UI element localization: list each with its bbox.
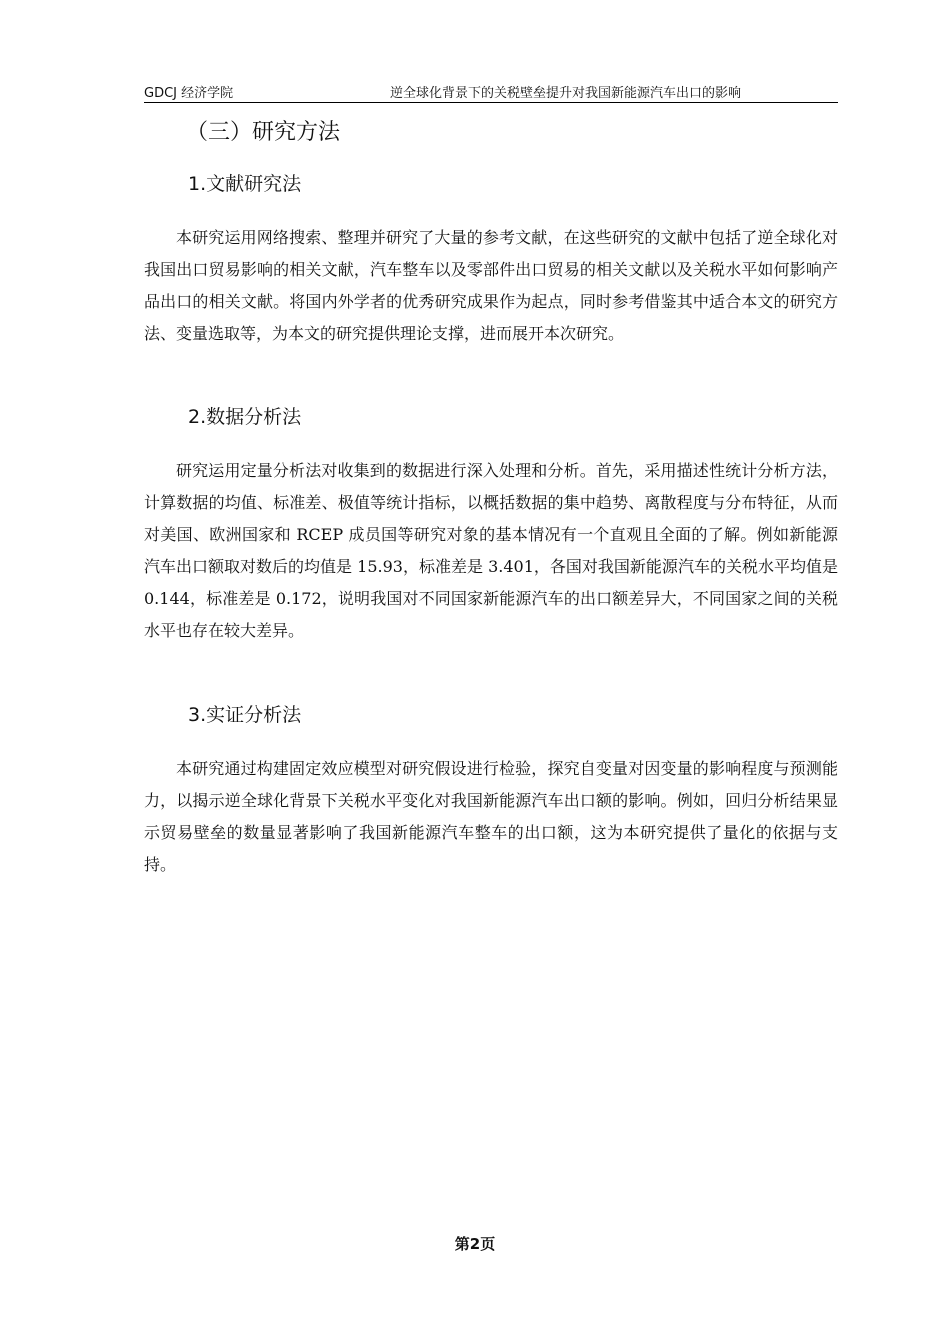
paragraph-data-analysis: 研究运用定量分析法对收集到的数据进行深入处理和分析。首先，采用描述性统计分析方法， 计算数据的均值、标准差、极值等统计指标，以概括数据的集中趋势、离散程度与分布特征，从而对美国、欧洲国家和 RCEP 成员国等研究对象的基本情况有一个直观且全面的了解。例如新能源汽车出口额取对数后的均值是 15.93，标准差是 3.401，各国对我国新能源汽车的关税水平均值是 0.144，标准差是 0.172，说明我国对不同国家新能源汽车的出口额差异大，不同国家之间的关税水平也存在较大差异。: [144, 461, 838, 640]
subsection-title-data-analysis: 2.数据分析法: [188, 406, 302, 428]
paragraph-empirical: 本研究通过构建固定效应模型对研究假设进行检验，探究自变量对因变量的影响程度与预测能力，以揭示逆全球化背景下关税水平变化对我国新能源汽车出口额的影响。例如，回归分析结果显示贸易壁垒的数量显著影响了我国新能源汽车整车的出口额，这为本研究提供了量化的依据与支持。: [144, 759, 838, 874]
paragraph-literature: 本研究运用网络搜索、整理并研究了大量的参考文献，在这些研究的文献中包括了逆全球化对我国出口贸易影响的相关文献，汽车整车以及零部件出口贸易的相关文献以及关税水平如何影响产品出口的相关文献。将国内外学者的优秀研究成果作为起点，同时参考借鉴其中适合本文的研究方法、变量选取等，为本文的研究提供理论支撑，进而展开本次研究。: [144, 228, 838, 343]
header-paper-title: 逆全球化背景下的关税壁垒提升对我国新能源汽车出口的影响: [390, 86, 742, 101]
page-number: 第2页: [454, 1235, 496, 1253]
section-title: （三）研究方法: [186, 120, 341, 145]
subsection-title-empirical: 3.实证分析法: [188, 704, 302, 726]
subsection-title-literature: 1.文献研究法: [188, 173, 302, 195]
page-header: [144, 86, 838, 103]
header-institution: GDCJ 经济学院: [144, 86, 234, 101]
